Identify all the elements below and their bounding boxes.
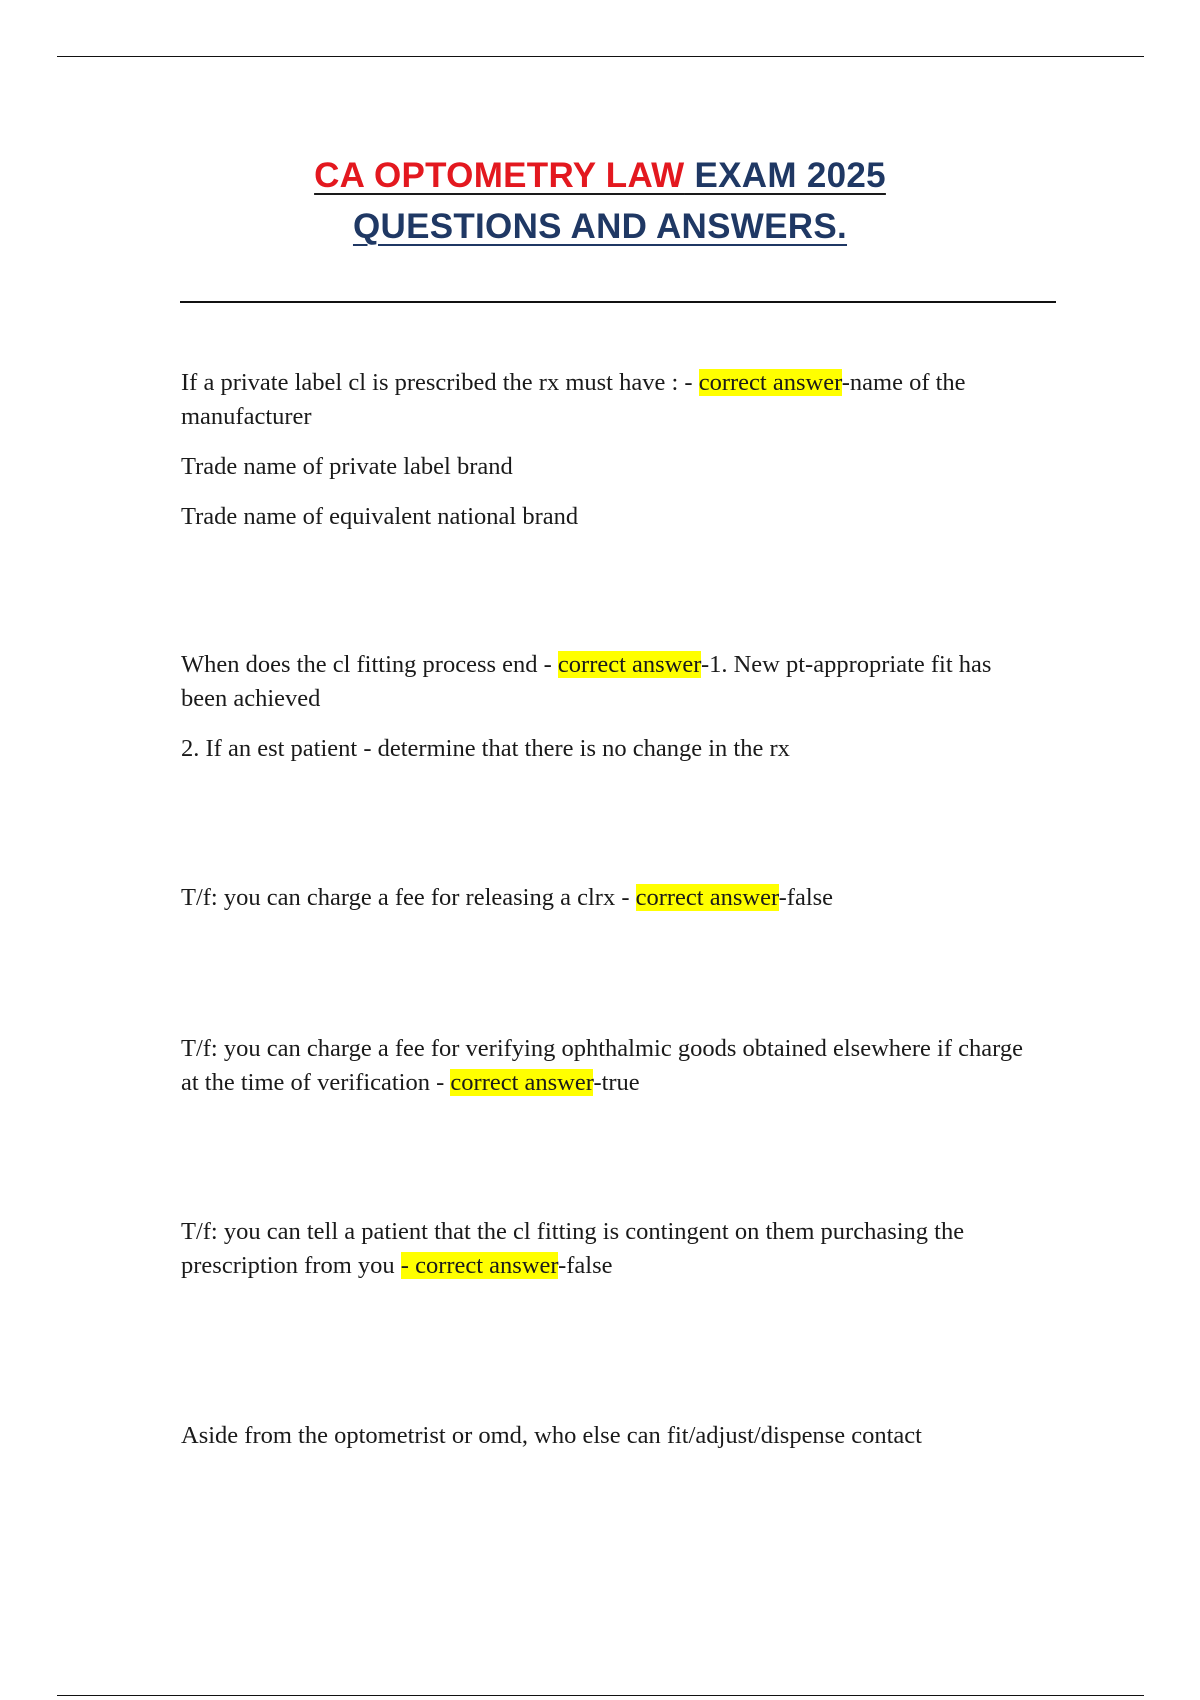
- title-line-2: QUESTIONS AND ANSWERS.: [352, 207, 848, 246]
- page-top-rule: [57, 56, 1144, 57]
- question-text: T/f: you can tell a patient that the cl fitting is contingent on them purchasing the prescription from you: [181, 1218, 965, 1279]
- qa-question: [181, 881, 1031, 915]
- question-text: Aside from the optometrist or omd, who else can fit/adjust/dispense contact: [181, 1422, 922, 1449]
- answer-text: -name of the manufacturer: [181, 369, 966, 430]
- qa-item-3: [181, 881, 1031, 931]
- qa-question: [181, 1419, 1031, 1453]
- answer-text: -true: [593, 1069, 640, 1096]
- answer-text: -false: [778, 884, 834, 911]
- correct-answer-highlight: - correct answer: [400, 1252, 559, 1279]
- qa-item-1: [181, 366, 1031, 550]
- qa-item-6: [181, 1419, 1031, 1469]
- title-red-part: CA OPTOMETRY LAW: [314, 156, 685, 195]
- question-text: T/f: you can charge a fee for verifying ophthalmic goods obtained elsewhere if charge at the time of verification -: [181, 1035, 1023, 1096]
- title-divider: [180, 301, 1056, 303]
- correct-answer-highlight: correct answer: [635, 884, 779, 911]
- answer-text: -1. New pt-appropriate fit has been achieved: [181, 651, 992, 712]
- answer-text: -false: [558, 1252, 613, 1279]
- qa-item-2: [181, 648, 1031, 782]
- correct-answer-highlight: correct answer: [698, 369, 842, 396]
- qa-question: [181, 366, 1031, 434]
- question-text: When does the cl fitting process end -: [181, 651, 558, 678]
- question-text: If a private label cl is prescribed the rx must have : -: [181, 369, 699, 396]
- qa-item-4: [181, 1032, 1031, 1116]
- title-line-1: [314, 150, 886, 201]
- title-navy-part: EXAM 2025: [694, 156, 886, 195]
- correct-answer-highlight: correct answer: [557, 651, 701, 678]
- page-bottom-rule: [57, 1695, 1144, 1696]
- qa-question: [181, 648, 1031, 716]
- qa-item-5: [181, 1215, 1031, 1299]
- answer-extra-line: 2. If an est patient - determine that there is no change in the rx: [181, 735, 790, 762]
- qa-question: [181, 1215, 1031, 1283]
- qa-question: [181, 1032, 1031, 1100]
- document-title: [0, 150, 1200, 252]
- answer-extra-line: Trade name of private label brand: [181, 453, 513, 480]
- question-text: T/f: you can charge a fee for releasing a clrx -: [181, 884, 636, 911]
- correct-answer-highlight: correct answer: [450, 1069, 594, 1096]
- answer-extra-line: Trade name of equivalent national brand: [181, 503, 579, 530]
